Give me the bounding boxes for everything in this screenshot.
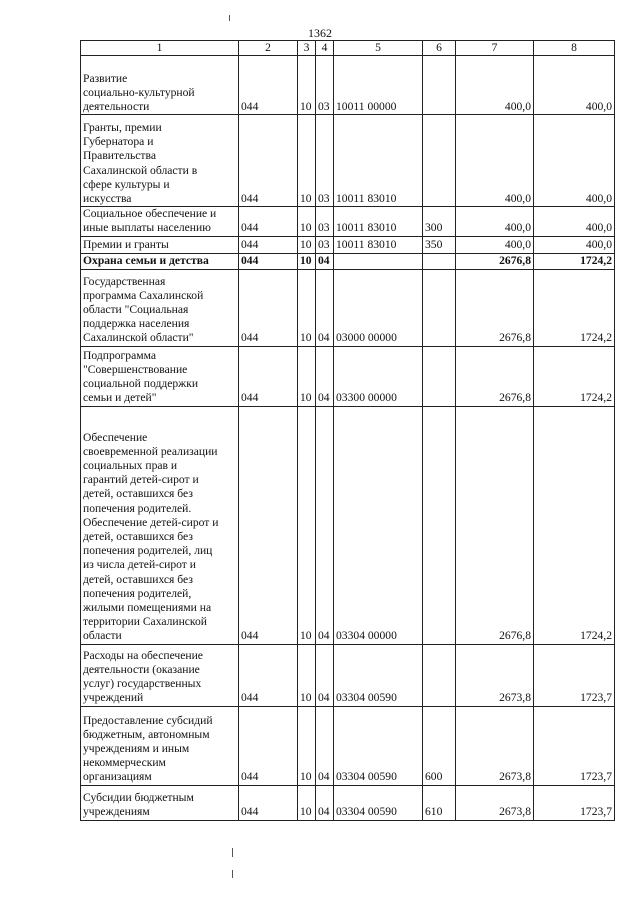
row-subsection-code: 03 <box>316 207 334 236</box>
header-row <box>81 41 615 56</box>
header-col-5: 5 <box>334 41 423 56</box>
row-target-code: 03304 00590 <box>334 785 423 820</box>
row-amount-col7: 400,0 <box>456 115 534 207</box>
row-name: Социальное обеспечение и иные выплаты населению <box>81 207 239 236</box>
table-row <box>81 253 615 269</box>
row-target-code: 10011 00000 <box>334 56 423 115</box>
row-amount-col8: 1724,2 <box>534 346 615 406</box>
row-amount-col8: 400,0 <box>534 207 615 236</box>
row-subsection-code: 03 <box>316 56 334 115</box>
header-col-2: 2 <box>239 41 298 56</box>
row-expense-kind-code: 600 <box>423 706 456 785</box>
header-col-6: 6 <box>423 41 456 56</box>
row-admin-code: 044 <box>239 56 298 115</box>
row-name: Развитие социально-культурной деятельности <box>81 56 239 115</box>
table-row <box>81 269 615 346</box>
row-target-code: 03000 00000 <box>334 269 423 346</box>
row-name: Расходы на обеспечение деятельности (оказание услуг) государственных учреждений <box>81 644 239 706</box>
row-expense-kind-code <box>423 644 456 706</box>
header-col-8: 8 <box>534 41 615 56</box>
row-expense-kind-code: 610 <box>423 785 456 820</box>
row-section-code: 10 <box>298 269 316 346</box>
row-name: Обеспечение своевременной реализации социальных прав и гарантий детей-сирот и детей, оставшихся без попечения родителей. Обеспечение детей-сирот и детей, оставшихся без попечения родителей, лиц из числа детей-сирот и детей, оставшихся без попечения родителей, жилыми помещениями на территории Сахалинской области <box>81 406 239 644</box>
row-amount-col7: 2673,8 <box>456 785 534 820</box>
row-amount-col7: 2673,8 <box>456 706 534 785</box>
row-expense-kind-code: 350 <box>423 236 456 253</box>
header-col-1: 1 <box>81 41 239 56</box>
row-subsection-code: 04 <box>316 346 334 406</box>
page-number: 1362 <box>308 26 332 40</box>
row-amount-col7: 400,0 <box>456 236 534 253</box>
row-subsection-code: 04 <box>316 785 334 820</box>
row-admin-code: 044 <box>239 406 298 644</box>
row-amount-col7: 2676,8 <box>456 346 534 406</box>
row-section-code: 10 <box>298 115 316 207</box>
table-row <box>81 644 615 706</box>
scan-speck <box>229 15 230 21</box>
row-target-code: 10011 83010 <box>334 236 423 253</box>
row-name: Подпрограмма "Совершенствование социальной поддержки семьи и детей" <box>81 346 239 406</box>
row-admin-code: 044 <box>239 253 298 269</box>
row-section-code: 10 <box>298 406 316 644</box>
row-expense-kind-code <box>423 269 456 346</box>
row-admin-code: 044 <box>239 785 298 820</box>
row-amount-col7: 2673,8 <box>456 644 534 706</box>
row-expense-kind-code <box>423 56 456 115</box>
row-amount-col8: 1723,7 <box>534 644 615 706</box>
row-target-code: 03304 00590 <box>334 706 423 785</box>
header-col-4: 4 <box>316 41 334 56</box>
scan-speck <box>232 848 233 857</box>
budget-table <box>80 40 615 821</box>
row-section-code: 10 <box>298 706 316 785</box>
row-amount-col7: 400,0 <box>456 207 534 236</box>
row-target-code: 03304 00000 <box>334 406 423 644</box>
row-name: Гранты, премии Губернатора и Правительства Сахалинской области в сфере культуры и искусства <box>81 115 239 207</box>
row-subsection-code: 04 <box>316 269 334 346</box>
table-row <box>81 236 615 253</box>
row-admin-code: 044 <box>239 346 298 406</box>
row-amount-col8: 400,0 <box>534 236 615 253</box>
table-row <box>81 406 615 644</box>
row-name: Субсидии бюджетным учреждениям <box>81 785 239 820</box>
row-expense-kind-code <box>423 115 456 207</box>
table-row <box>81 207 615 236</box>
row-amount-col8: 400,0 <box>534 56 615 115</box>
row-amount-col8: 1724,2 <box>534 406 615 644</box>
row-target-code <box>334 253 423 269</box>
row-name: Государственная программа Сахалинской области "Социальная поддержка населения Сахалинской области" <box>81 269 239 346</box>
table-row <box>81 785 615 820</box>
row-amount-col8: 1723,7 <box>534 706 615 785</box>
row-name: Предоставление субсидий бюджетным, автономным учреждениям и иным некоммерческим организациям <box>81 706 239 785</box>
row-admin-code: 044 <box>239 644 298 706</box>
row-expense-kind-code <box>423 406 456 644</box>
row-subsection-code: 04 <box>316 644 334 706</box>
table-row <box>81 115 615 207</box>
row-section-code: 10 <box>298 346 316 406</box>
row-subsection-code: 04 <box>316 253 334 269</box>
row-amount-col7: 2676,8 <box>456 253 534 269</box>
row-amount-col7: 2676,8 <box>456 406 534 644</box>
row-section-code: 10 <box>298 56 316 115</box>
row-section-code: 10 <box>298 236 316 253</box>
row-amount-col7: 400,0 <box>456 56 534 115</box>
row-expense-kind-code <box>423 346 456 406</box>
row-amount-col8: 1724,2 <box>534 253 615 269</box>
table-row <box>81 56 615 115</box>
row-amount-col8: 400,0 <box>534 115 615 207</box>
header-col-7: 7 <box>456 41 534 56</box>
row-expense-kind-code <box>423 253 456 269</box>
row-section-code: 10 <box>298 253 316 269</box>
table-row <box>81 346 615 406</box>
row-amount-col8: 1724,2 <box>534 269 615 346</box>
table-row <box>81 706 615 785</box>
row-target-code: 10011 83010 <box>334 207 423 236</box>
row-admin-code: 044 <box>239 236 298 253</box>
row-amount-col8: 1723,7 <box>534 785 615 820</box>
row-admin-code: 044 <box>239 269 298 346</box>
row-section-code: 10 <box>298 785 316 820</box>
row-subsection-code: 03 <box>316 236 334 253</box>
row-target-code: 03300 00000 <box>334 346 423 406</box>
row-subsection-code: 03 <box>316 115 334 207</box>
row-admin-code: 044 <box>239 706 298 785</box>
row-section-code: 10 <box>298 644 316 706</box>
row-name: Охрана семьи и детства <box>81 253 239 269</box>
row-amount-col7: 2676,8 <box>456 269 534 346</box>
row-name: Премии и гранты <box>81 236 239 253</box>
header-col-3: 3 <box>298 41 316 56</box>
row-expense-kind-code: 300 <box>423 207 456 236</box>
row-admin-code: 044 <box>239 115 298 207</box>
row-target-code: 10011 83010 <box>334 115 423 207</box>
row-admin-code: 044 <box>239 207 298 236</box>
row-subsection-code: 04 <box>316 706 334 785</box>
row-subsection-code: 04 <box>316 406 334 644</box>
row-section-code: 10 <box>298 207 316 236</box>
row-target-code: 03304 00590 <box>334 644 423 706</box>
scan-speck <box>232 870 233 878</box>
